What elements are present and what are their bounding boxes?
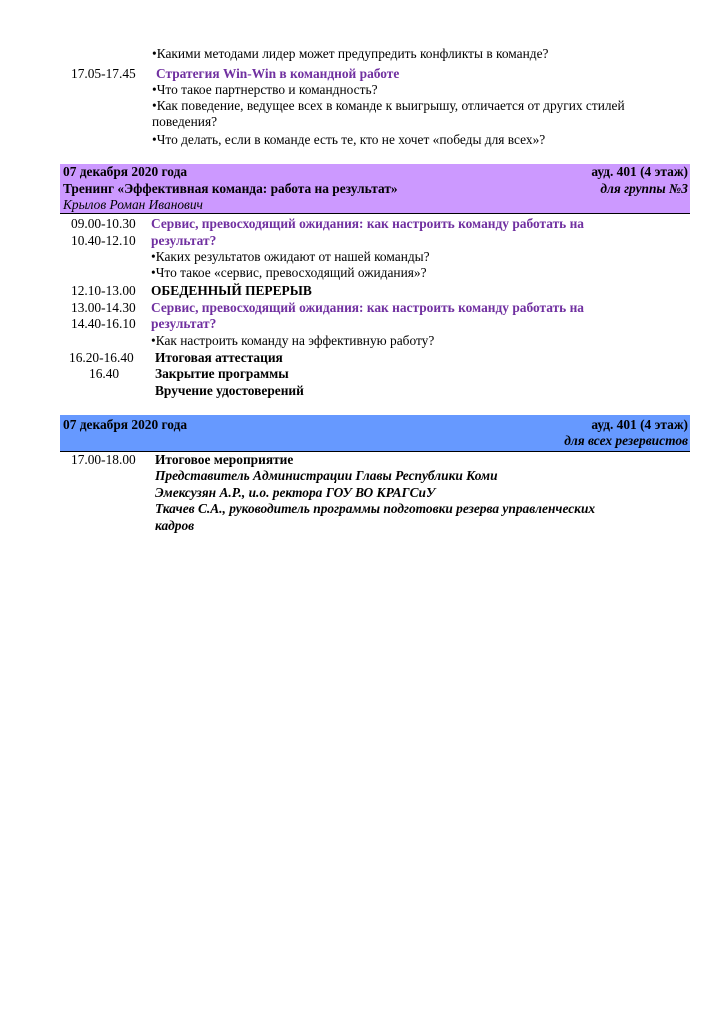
header-trainer: Крылов Роман Иванович (63, 197, 203, 212)
certificates-award: Вручение удостоверений (155, 383, 304, 398)
question-behavior-line2: поведения? (152, 114, 218, 129)
lunch-break: ОБЕДЕННЫЙ ПЕРЕРЫВ (151, 283, 312, 298)
final-attestation: Итоговая аттестация (155, 350, 283, 365)
question-behavior-line1: •Как поведение, ведущее всех в команде к выигрышу, отличается от других стилей (152, 98, 625, 113)
participant-program-head-line2: кадров (155, 518, 195, 533)
header-room: ауд. 401 (4 этаж) (591, 164, 688, 179)
question-no-winwin: •Что делать, если в команде есть те, кто не хочет «победы для всех»? (152, 132, 546, 147)
header-group: для группы №3 (600, 181, 688, 196)
session-title-service-line1: Сервис, превосходящий ожидания: как настроить команду работать на (151, 216, 585, 231)
time-slot: 12.10-13.00 (71, 283, 136, 298)
session-title-service2-line1: Сервис, превосходящий ожидания: как настроить команду работать на (151, 300, 585, 315)
time-slot: 13.00-14.30 (71, 300, 136, 315)
question-results: •Каких результатов ожидают от нашей команды? (151, 249, 430, 264)
header-room: ауд. 401 (4 этаж) (591, 417, 688, 432)
time-slot: 09.00-10.30 (71, 216, 136, 231)
session-title-winwin: Стратегия Win-Win в командной работе (156, 66, 400, 81)
time-slot: 16.20-16.40 (69, 350, 134, 365)
time-slot: 17.00-18.00 (71, 452, 136, 467)
question-service: •Что такое «сервис, превосходящий ожидания»? (151, 265, 427, 280)
participant-administration: Представитель Администрации Главы Республики Коми (155, 468, 498, 483)
time-slot: 17.05-17.45 (71, 66, 136, 81)
final-event: Итоговое мероприятие (155, 452, 294, 467)
header-training-title: Тренинг «Эффективная команда: работа на результат» (63, 181, 398, 196)
header-date: 07 декабря 2020 года (63, 417, 188, 432)
question-conflicts: •Какими методами лидер может предупредить конфликты в команде? (152, 46, 549, 61)
header-rule (60, 213, 690, 214)
session-title-service-line2: результат? (151, 233, 217, 248)
participant-program-head-line1: Ткачев С.А., руководитель программы подготовки резерва управленческих (155, 501, 596, 516)
session-title-service2-line2: результат? (151, 316, 217, 331)
time-slot: 10.40-12.10 (71, 233, 136, 248)
header-audience: для всех резервистов (564, 433, 688, 448)
question-partnership: •Что такое партнерство и командность? (152, 82, 378, 97)
participant-rector: Эмексузян А.Р., и.о. ректора ГОУ ВО КРАГСиУ (155, 485, 436, 500)
time-slot: 14.40-16.10 (71, 316, 136, 331)
question-effective-work: •Как настроить команду на эффективную работу? (151, 333, 435, 348)
program-closing: Закрытие программы (155, 366, 289, 381)
header-date: 07 декабря 2020 года (63, 164, 188, 179)
time-slot: 16.40 (89, 366, 120, 381)
